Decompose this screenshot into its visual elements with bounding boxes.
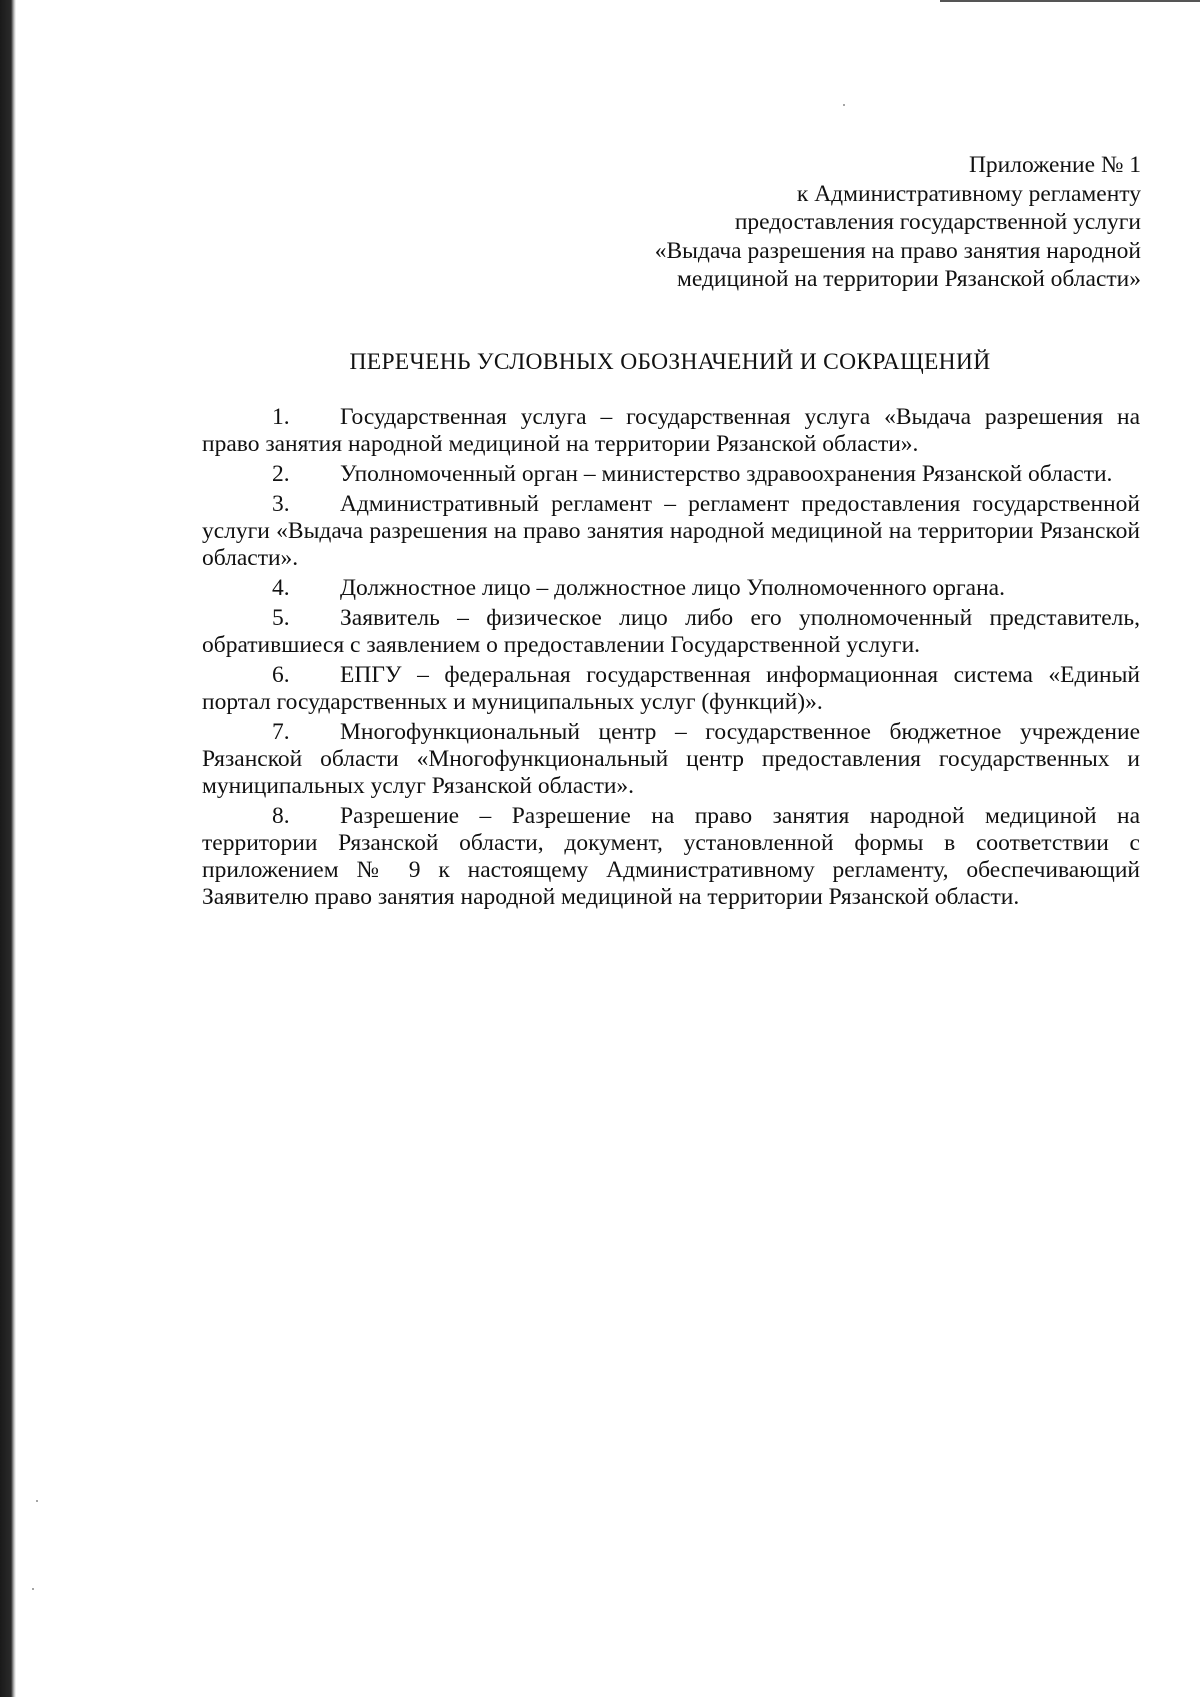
item-number: 3. <box>272 491 290 517</box>
appendix-header <box>521 151 1141 294</box>
item-number: 5. <box>272 605 290 631</box>
list-item <box>202 491 1140 572</box>
list-item <box>202 461 1140 488</box>
item-text: Многофункциональный центр – государственное бюджетное учреждение Рязанской области «Многофункциональный центр предоставления государственных и муниципальных услуг Рязанской области». <box>202 719 1140 799</box>
appendix-header-line: к Административному регламенту <box>796 180 1141 207</box>
item-number: 2. <box>272 461 290 487</box>
list-item <box>202 605 1140 659</box>
item-text: Заявитель – физическое лицо либо его уполномоченный представитель, обратившиеся с заявлением о предоставлении Государственной услуги. <box>202 605 1140 658</box>
item-number: 4. <box>272 575 290 601</box>
item-text: Разрешение – Разрешение на право занятия народной медициной на территории Рязанской области, документ, установленной формы в соответствии с приложением № 9 к настоящему Административному регламенту, обеспечивающий Заявителю право занятия народной медициной на территории Рязанской области. <box>202 803 1140 910</box>
list-item <box>202 719 1140 800</box>
item-number: 8. <box>272 803 290 829</box>
document-title: ПЕРЕЧЕНЬ УСЛОВНЫХ ОБОЗНАЧЕНИЙ И СОКРАЩЕНИЙ <box>349 349 991 375</box>
appendix-header-line: Приложение № 1 <box>968 152 1141 178</box>
item-text: Государственная услуга – государственная услуга «Выдача разрешения на право занятия народной медициной на территории Рязанской области». <box>202 404 1140 457</box>
appendix-header-line: медициной на территории Рязанской области» <box>676 266 1141 292</box>
appendix-header-line: «Выдача разрешения на право занятия народной <box>654 237 1141 264</box>
appendix-header-line: предоставления государственной услуги <box>734 209 1141 235</box>
scan-speck <box>843 104 845 106</box>
list-item <box>202 575 1140 602</box>
item-number: 1. <box>272 404 290 430</box>
item-number: 7. <box>272 719 290 745</box>
item-number: 6. <box>272 662 290 688</box>
definitions-list <box>202 404 1140 914</box>
scan-speck <box>32 1588 34 1590</box>
scan-edge-line <box>940 0 1200 2</box>
list-item <box>202 404 1140 458</box>
item-text: Административный регламент – регламент предоставления государственной услуги «Выдача разрешения на право занятия народной медициной на территории Рязанской области». <box>202 491 1140 571</box>
list-item <box>202 662 1140 716</box>
item-text: Должностное лицо – должностное лицо Уполномоченного органа. <box>340 575 1005 601</box>
scan-speck <box>36 1500 38 1502</box>
item-text: Уполномоченный орган – министерство здравоохранения Рязанской области. <box>340 461 1113 487</box>
scan-edge-shadow <box>0 0 16 1697</box>
list-item <box>202 803 1140 911</box>
item-text: ЕПГУ – федеральная государственная информационная система «Единый портал государственных и муниципальных услуг (функций)». <box>202 662 1140 715</box>
